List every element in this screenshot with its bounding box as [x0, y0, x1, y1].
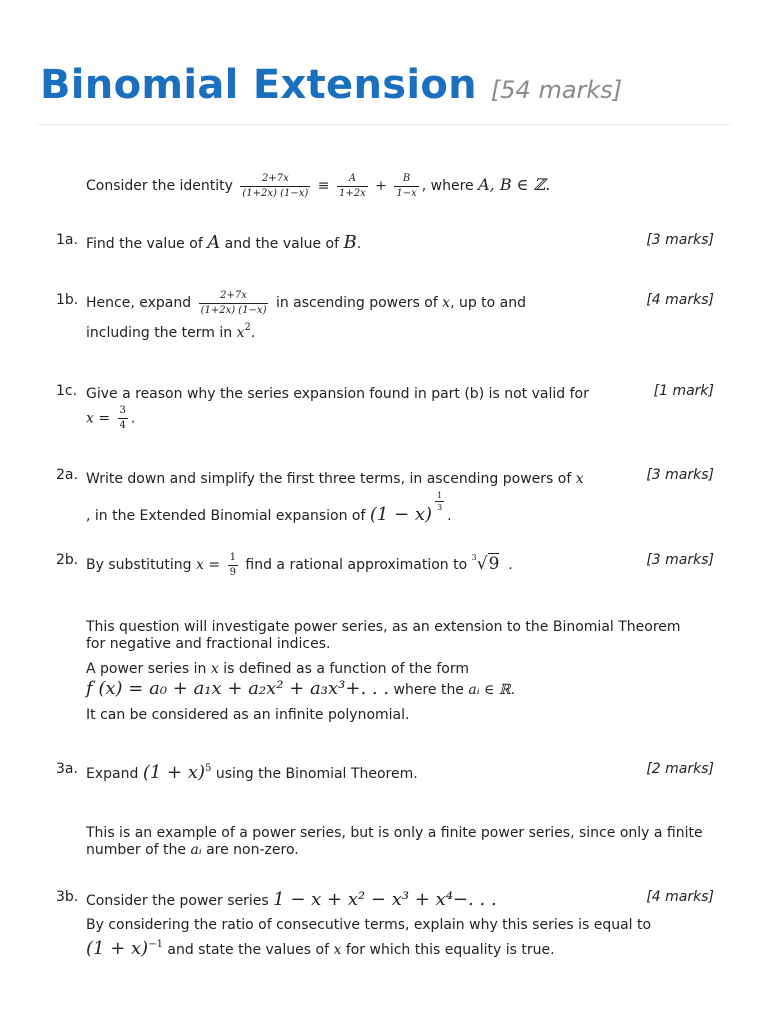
question-text: Expand $(1 + x)^5$ using the Binomial Theorem.	[86, 762, 418, 783]
question-number: 2a.	[56, 467, 78, 483]
intro-identity	[86, 172, 726, 200]
marks-label: [2 marks]	[646, 761, 714, 777]
marks-label: [3 marks]	[646, 467, 714, 483]
page-header	[40, 62, 622, 108]
marks-label: [4 marks]	[646, 889, 714, 905]
question-number: 1c.	[56, 383, 78, 399]
marks-label: [3 marks]	[646, 552, 714, 568]
question-text: Give a reason why the series expansion found in part (b) is not valid for x = $\frac{3}{4}$ .	[86, 386, 589, 431]
substitution-fraction: $\frac{1}{9}$	[229, 551, 236, 578]
marks-label: [4 marks]	[646, 292, 714, 308]
intro-lead: Consider the identity	[86, 178, 233, 194]
total-marks: [54 marks]	[490, 76, 623, 104]
question-number: 3a.	[56, 761, 78, 777]
set-expression: A, B ∈ ℤ.	[478, 175, 551, 194]
fraction-b: $\frac{B}{1-x}$	[396, 172, 417, 199]
expand-fraction: $\frac{2+7x}{(1+2x) (1-x)}$	[200, 289, 267, 316]
question-number: 1a.	[56, 232, 78, 248]
question-text: Hence, expand $\frac{2+7x}{(1+2x) (1-x)}$ in ascending powers of x, up to and including the term in $x^2$.	[86, 289, 527, 341]
question-text: Find the value of A and the value of B.	[86, 232, 362, 253]
exponent-fraction: 1 3	[437, 491, 443, 512]
question-text: Consider the power series 1 − x + x² − x³ + x⁴−. . . By considering the ratio of consecutive terms, explain why this series is equal to $(1 + x)^{-1}$ and state the values of x for which this equality is true.	[86, 889, 652, 959]
question-text: By substituting x = $\frac{1}{9}$ find a rational approximation to $^3$√9 .	[86, 551, 513, 578]
power-series-definition: f (x) = a₀ + a₁x + a₂x² + a₃x³+. . .	[86, 678, 390, 699]
fraction-a: $\frac{A}{1+2x}$	[338, 172, 366, 199]
intro-power-series: This question will investigate power series, as an extension to the Binomial Theorem for negative and fractional indices. A power series in x is defined as a function of the form f (x) = a₀ + a₁x + a₂x² + a₃x³+. . . where the aᵢ ∈ ℝ. It can be considered as an infinite polynomial.	[86, 619, 681, 723]
equiv-symbol: ≡	[317, 178, 330, 194]
identity-fraction: $\frac{2+7x}{(1+2x) (1-x)}$	[242, 172, 309, 199]
header-divider	[38, 124, 730, 125]
finite-series-note: This is an example of a power series, but is only a finite power series, since only a finite number of the aᵢ are non-zero.	[86, 825, 703, 858]
question-number: 3b.	[56, 889, 79, 905]
page-title: Binomial Extension	[40, 62, 477, 108]
plus-symbol: +	[375, 178, 387, 194]
question-text: Write down and simplify the first three terms, in ascending powers of x , in the Extended Binomial expansion of (1 − x) $^{\frac{1}{3}}$ .	[86, 471, 584, 525]
marks-label: [3 marks]	[646, 232, 714, 248]
marks-label: [1 mark]	[653, 383, 714, 399]
where-text: , where	[421, 178, 474, 194]
question-number: 2b.	[56, 552, 79, 568]
x-value-fraction: $\frac{3}{4}$	[119, 405, 126, 431]
cube-root-9: $^3$√9	[471, 553, 500, 574]
question-number: 1b.	[56, 292, 79, 308]
